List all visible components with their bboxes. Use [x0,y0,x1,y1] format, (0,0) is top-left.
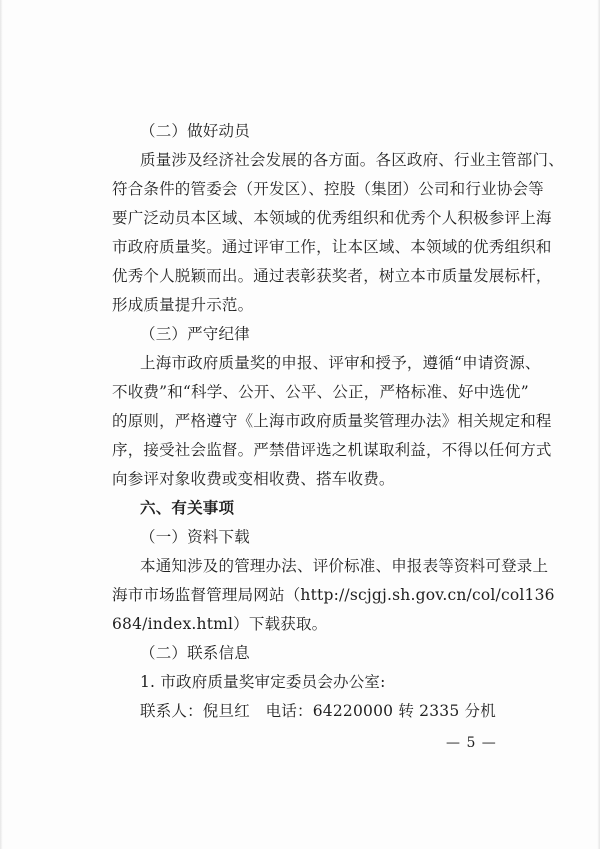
paragraph-line: 市政府质量奖。通过评审工作，让本区域、本领域的优秀组织和 [112,238,552,256]
contact-office: 1. 市政府质量奖审定委员会办公室: [140,673,386,691]
paragraph-line: 形成质量提升示范。 [112,296,254,314]
paragraph-line: 不收费”和“科学、公开、公平、公正，严格标准、好中选优” [112,383,529,401]
paragraph-line: 序，接受社会监督。严禁借评选之机谋取利益，不得以任何方式 [112,441,552,459]
paragraph-line: 684/index.html）下载获取。 [112,615,328,633]
paragraph-line: 符合条件的管委会（开发区）、控股（集团）公司和行业协会等 [112,180,544,198]
section-heading-related-matters: 六、有关事项 [140,499,235,517]
paragraph-line-url: 海市市场监督管理局网站（http://scjgj.sh.gov.cn/col/col136 [112,586,555,604]
scan-edge-left [0,0,3,849]
section-heading-downloads: （一）资料下载 [140,528,250,546]
paragraph-line: 本通知涉及的管理办法、评价标准、申报表等资料可登录上 [140,557,549,575]
contact-person: 联系人：倪旦红 电话：64220000 转 2335 分机 [140,702,496,720]
section-heading-contact: （二）联系信息 [140,644,250,662]
paragraph-line: 上海市政府质量奖的申报、评审和授予，遵循“申请资源、 [140,354,541,372]
page-number: — 5 — [446,735,497,751]
paragraph-line: 优秀个人脱颖而出。通过表彰获奖者，树立本市质量发展标杆， [112,267,552,285]
paragraph-line: 的原则，严格遵守《上海市政府质量奖管理办法》相关规定和程 [112,412,552,430]
section-heading-mobilization: （二）做好动员 [140,122,250,140]
paragraph-line: 向参评对象收费或变相收费、搭车收费。 [112,470,395,488]
paragraph-line: 质量涉及经济社会发展的各方面。各区政府、行业主管部门、 [140,151,564,169]
paragraph-line: 要广泛动员本区域、本领域的优秀组织和优秀个人积极参评上海 [112,209,552,227]
section-heading-discipline: （三）严守纪律 [140,325,250,343]
